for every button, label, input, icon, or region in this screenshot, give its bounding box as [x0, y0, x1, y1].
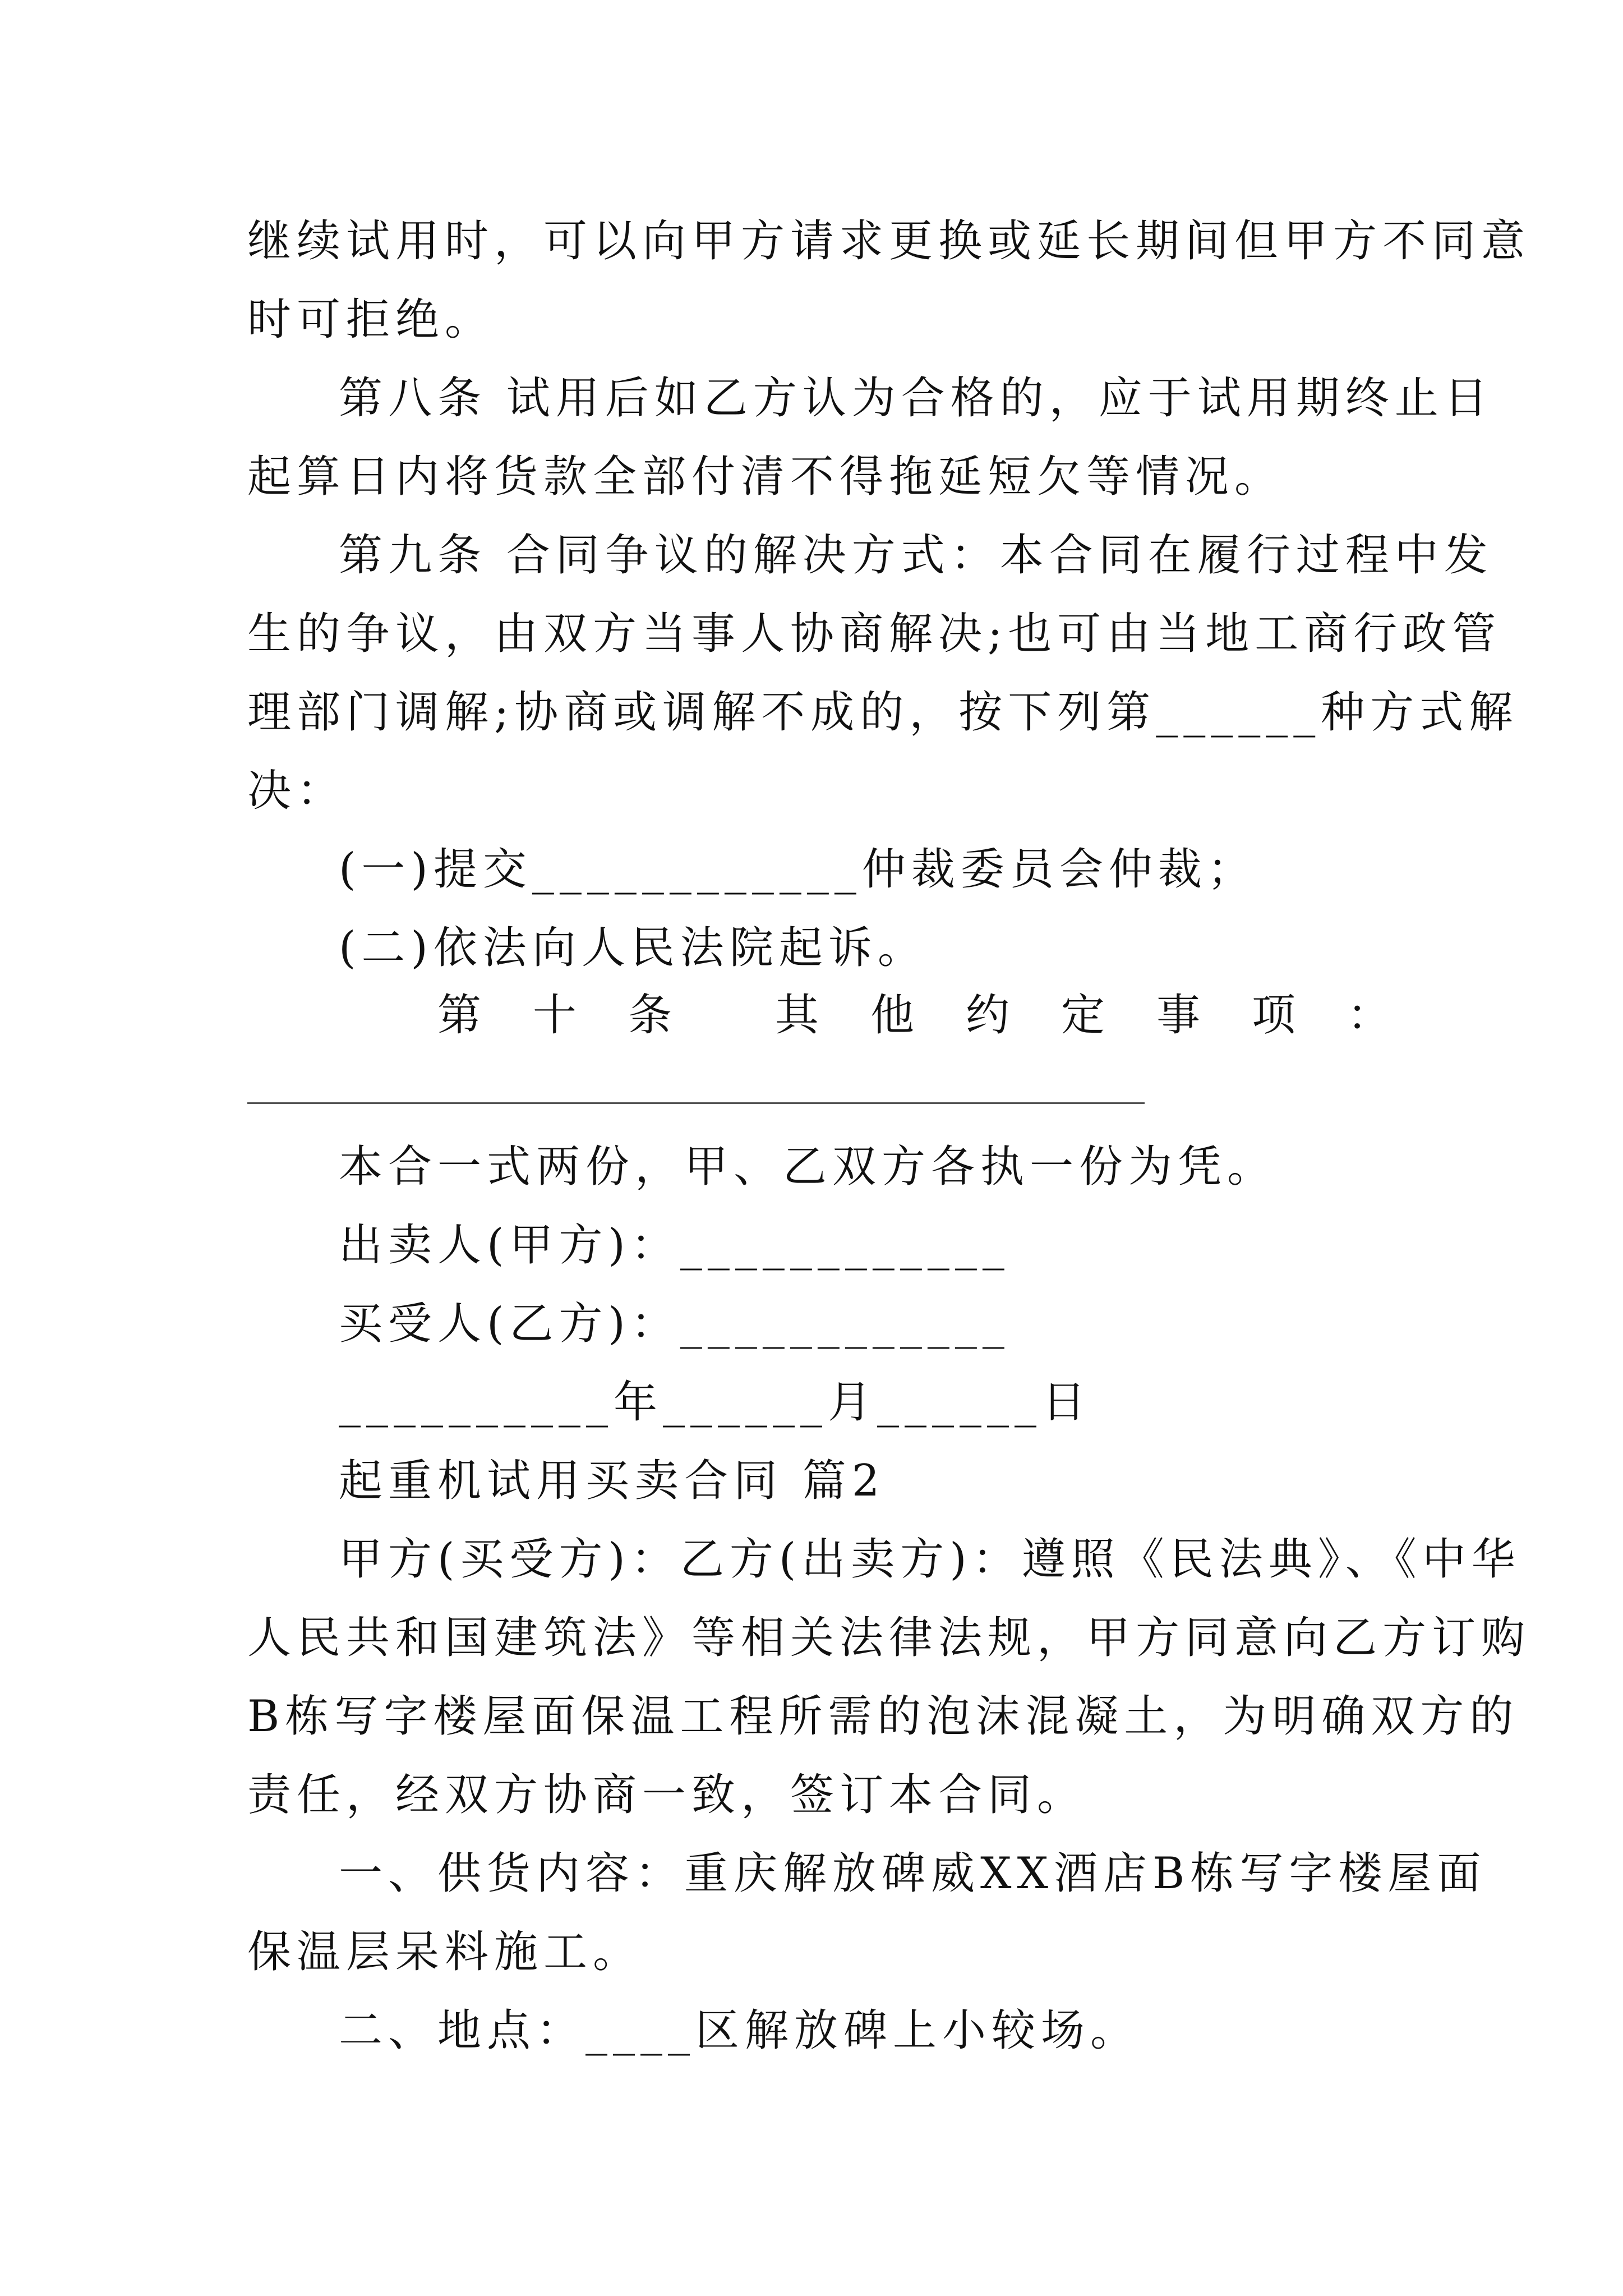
text-line: 甲方(买受方)：乙方(出卖方)：遵照《民法典》、《中华 — [339, 1534, 1521, 1585]
section-title: 起重机试用买卖合同 篇2 — [339, 1456, 886, 1506]
heading-char: 条 — [628, 990, 672, 1041]
text-line: 决： — [247, 766, 347, 816]
text-line: 时可拒绝。 — [247, 295, 495, 345]
text-line: 理部门调解;协商或调解不成的，按下列第______种方式解 — [247, 687, 1519, 738]
arbitration-option: (一)提交____________仲裁委员会仲裁； — [339, 844, 1257, 895]
heading-char: 约 — [965, 990, 1009, 1041]
heading-char: 第 — [437, 990, 482, 1041]
heading-char: 十 — [533, 990, 577, 1041]
text-line: 人民共和国建筑法》等相关法律法规，甲方同意向乙方订购 — [247, 1613, 1531, 1663]
article-10-heading — [437, 987, 1391, 1043]
text-line: B栋写字楼屋面保温工程所需的泡沫混凝土，为明确双方的 — [247, 1691, 1519, 1742]
buyer-signature-line: 买受人(乙方)：____________ — [339, 1299, 1010, 1349]
lawsuit-option: (二)依法向人民法院起诉。 — [339, 923, 927, 973]
copies-line: 本合一式两份，甲、乙双方各执一份为凭。 — [339, 1142, 1277, 1192]
location-line: 二、地点：____区解放碑上小较场。 — [339, 2005, 1140, 2056]
text-line: 起算日内将货款全部付清不得拖延短欠等情况。 — [247, 452, 1284, 502]
supply-content-line: 一、供货内容：重庆解放碑威XX酒店B栋写字楼屋面 — [339, 1848, 1487, 1899]
seller-signature-line: 出卖人(甲方)：____________ — [339, 1220, 1010, 1271]
article-9-line: 第九条 合同争议的解决方式：本合同在履行过程中发 — [339, 530, 1493, 581]
text-line: 保温层呆料施工。 — [247, 1927, 643, 1977]
heading-char: 其 — [774, 990, 819, 1041]
text-line: 责任，经双方协商一致，签订本合同。 — [247, 1770, 1087, 1820]
text-line: 生的争议，由双方当事人协商解决;也可由当地工商行政管 — [247, 609, 1502, 659]
article-8-line: 第八条 试用后如乙方认为合格的，应于试用期终止日 — [339, 373, 1493, 424]
heading-char: 他 — [870, 990, 914, 1041]
date-line: __________年______月______日 — [339, 1377, 1092, 1428]
heading-char: 项 — [1251, 990, 1295, 1041]
heading-char: 事 — [1156, 990, 1200, 1041]
text-line: 继续试用时，可以向甲方请求更换或延长期间但甲方不同意 — [247, 216, 1531, 266]
heading-char: ： — [1347, 990, 1391, 1041]
heading-char: 定 — [1061, 990, 1105, 1041]
blank-underline — [247, 1102, 1145, 1104]
